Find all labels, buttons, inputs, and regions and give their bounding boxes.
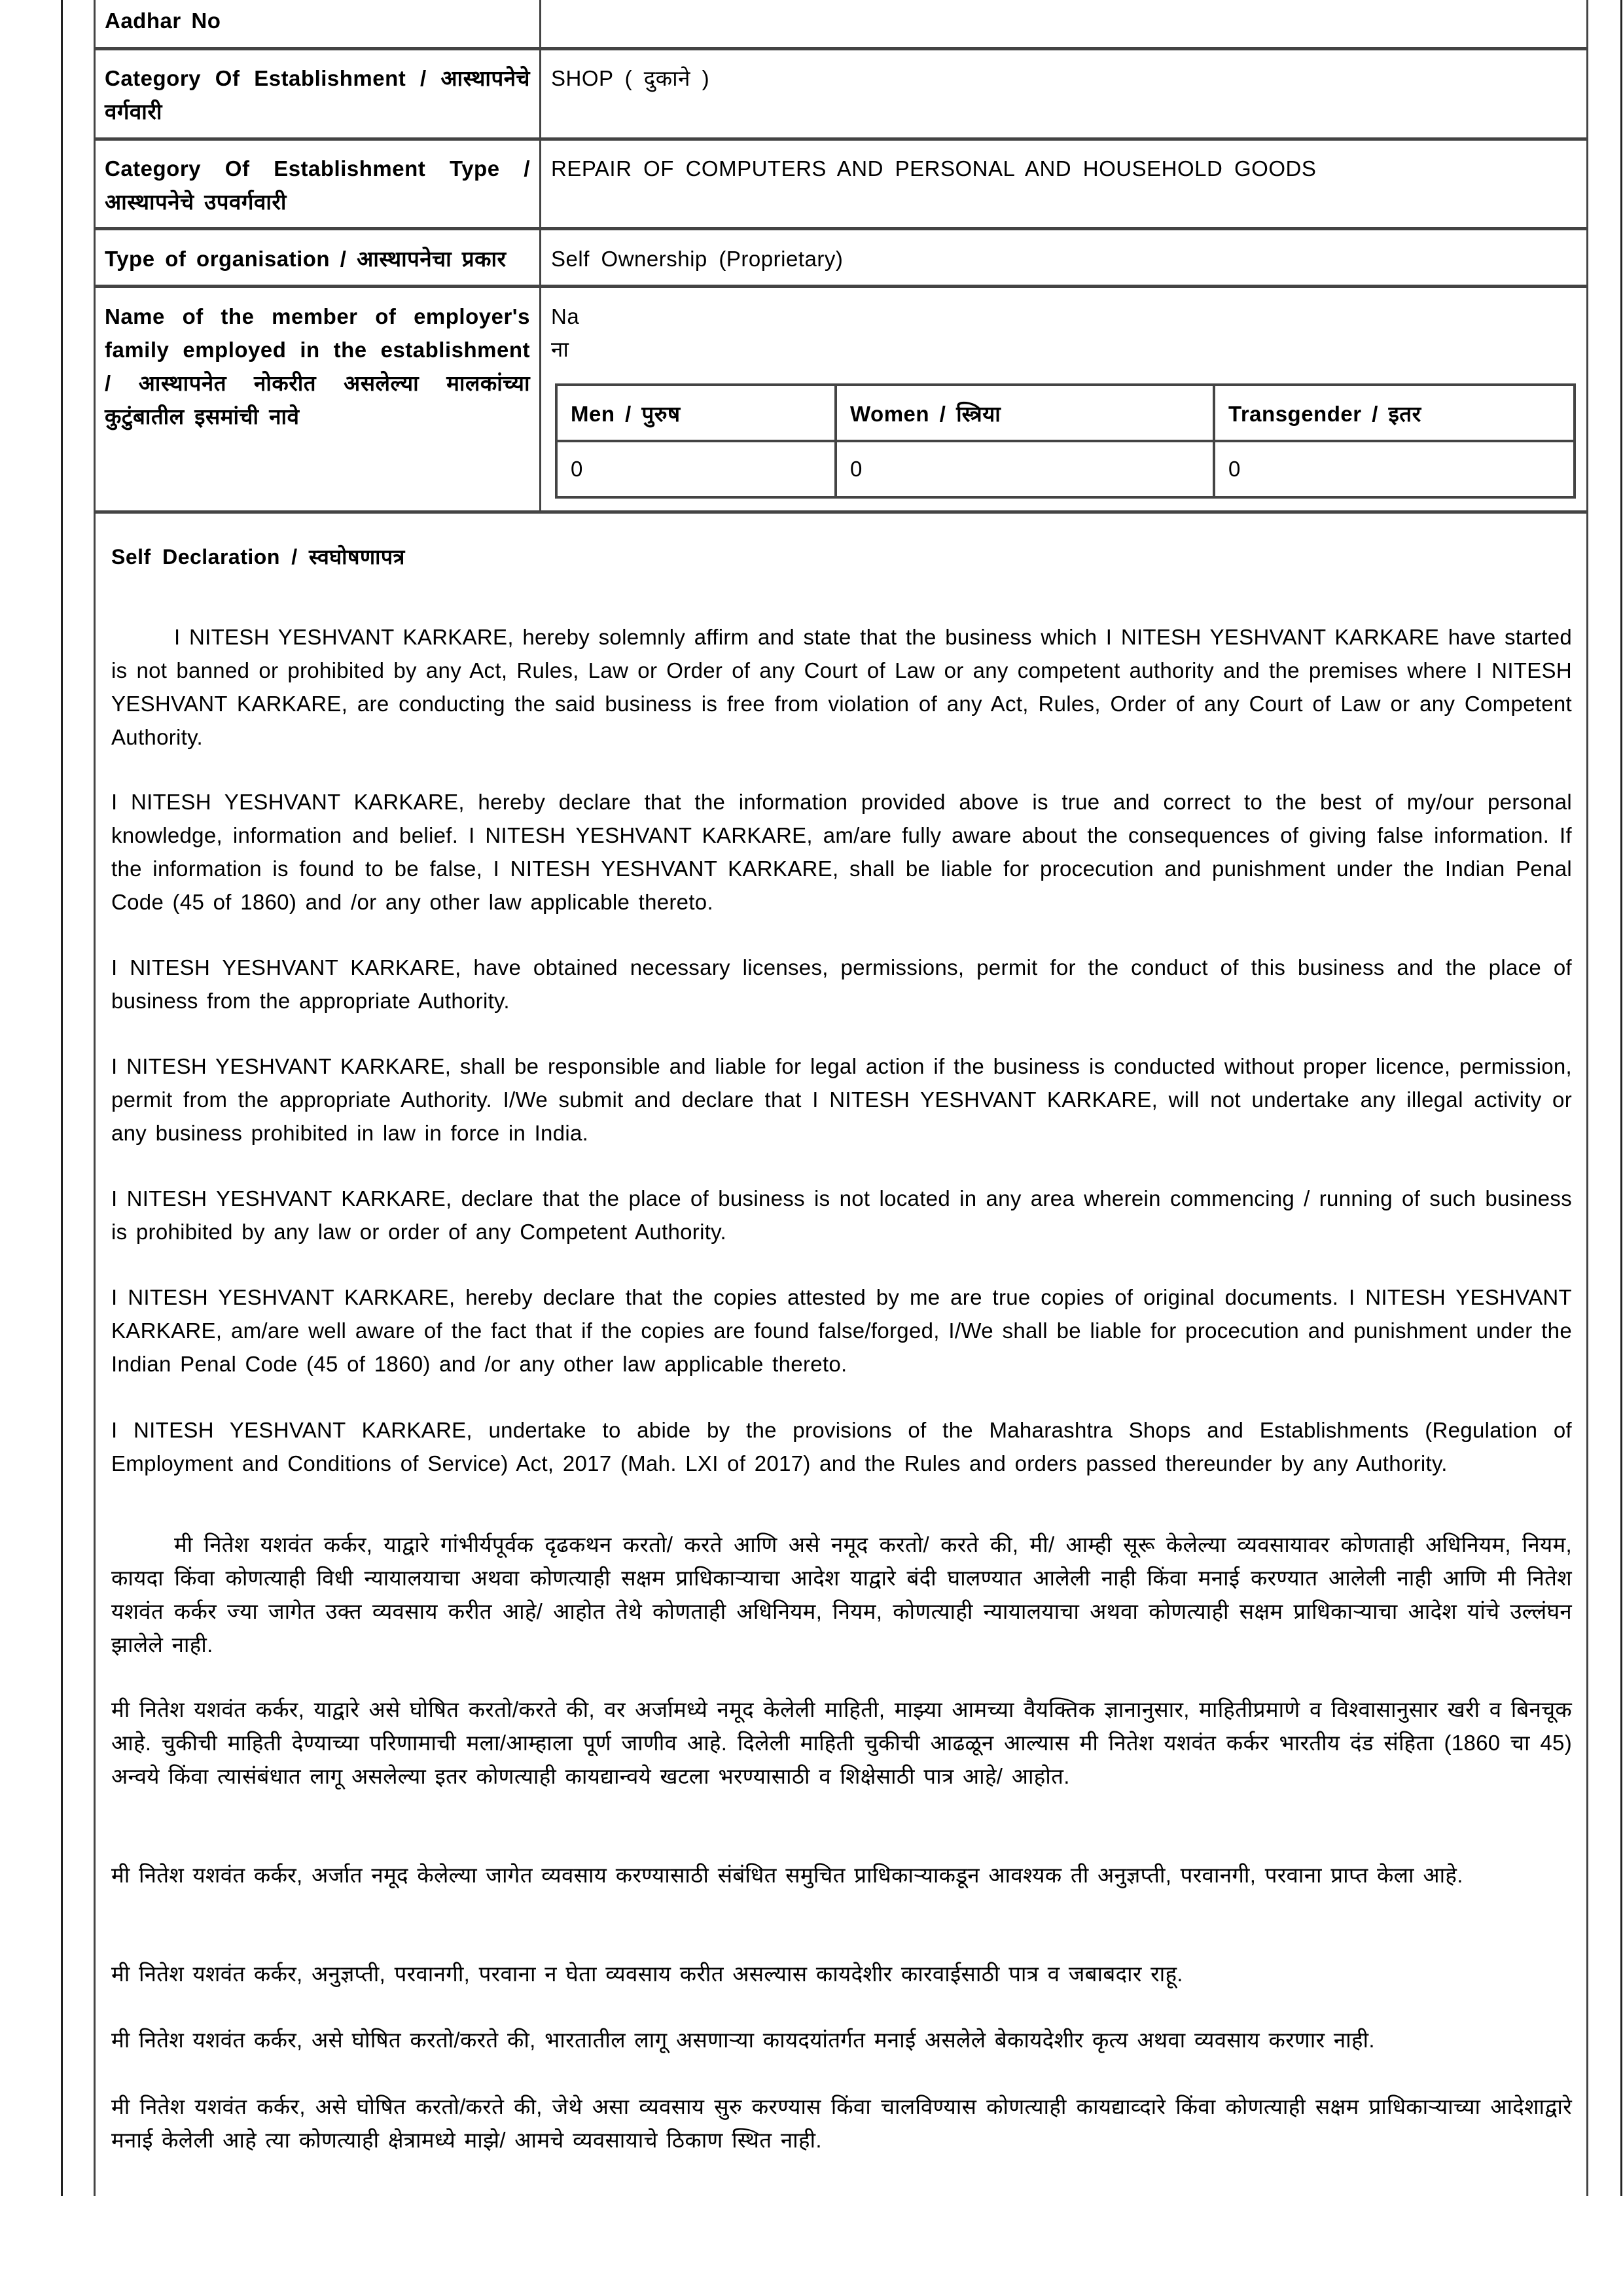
women-count: 0 bbox=[836, 441, 1214, 497]
declaration-paragraph-mr-4: मी नितेश यशवंत कर्कर, अनुज्ञप्ती, परवानगी, परवाना न घेता व्यवसाय करीत असल्यास कायदेशीर कारवाईसाठी पात्र व जबाबदार राहू. bbox=[111, 1962, 1183, 1986]
category-type-label: Category Of Establishment Type / आस्थापनेचे उपवर्गवारी bbox=[105, 156, 530, 214]
declaration-paragraph-mr-5: मी नितेश यशवंत कर्कर, असे घोषित करतो/करते की, भारतातील लागू असणाऱ्या कायदयांतर्गत मनाई असलेले बेकायदेशीर कृत्य अथवा व्यवसाय करणार नाही. bbox=[111, 2028, 1375, 2052]
declaration-paragraph-en-3: I NITESH YESHVANT KARKARE, have obtained necessary licenses, permissions, permit for the conduct of this business and the place of business from the appropriate Authority. bbox=[111, 955, 1572, 1013]
family-members-value-mr: ना bbox=[551, 337, 569, 361]
table-column-divider bbox=[539, 0, 541, 512]
page-outer-right-border bbox=[1620, 0, 1622, 2196]
organisation-type-label: Type of organisation / आस्थापनेचा प्रकार bbox=[105, 247, 507, 271]
table-left-border bbox=[94, 0, 96, 2196]
table-right-border bbox=[1586, 0, 1588, 2196]
men-count: 0 bbox=[556, 441, 836, 497]
row-divider bbox=[94, 47, 1588, 50]
declaration-paragraph-en-4: I NITESH YESHVANT KARKARE, shall be responsible and liable for legal action if the business is conducted without proper licence, permission, permit from the appropriate Authority. I/We submit and declare that I NITESH YESHVANT KARKARE, will not undertake any illegal activity or any business prohibited in law in force in India. bbox=[111, 1054, 1572, 1145]
family-counts-header-row bbox=[556, 385, 1575, 441]
declaration-paragraph-en-2: I NITESH YESHVANT KARKARE, hereby declare that the information provided above is true and correct to the best of my/our personal knowledge, information and belief. I NITESH YESHVANT KARKARE, am/are fully aware about the consequences of giving false information. If the information is found to be false, I NITESH YESHVANT KARKARE, shall be liable for procecution and punishment under the Indian Penal Code (45 of 1860) and /or any other law applicable thereto. bbox=[111, 790, 1572, 914]
declaration-paragraph-mr-3: मी नितेश यशवंत कर्कर, अर्जात नमूद केलेल्या जागेत व्यवसाय करण्यासाठी संबंधित समुचित प्राधिकाऱ्याकडून आवश्यक ती अनुज्ञप्ती, परवानगी, परवाना प्राप्त केला आहे. bbox=[111, 1863, 1463, 1887]
declaration-paragraph-en-1: I NITESH YESHVANT KARKARE, hereby solemnly affirm and state that the business which I NITESH YESHVANT KARKARE have started is not banned or prohibited by any Act, Rules, Law or Order of any Court of Law or any competent authority and the premises where I NITESH YESHVANT KARKARE, are conducting the said business is free from violation of any Act, Rules, Order of any Court of Law or any Competent Authority. bbox=[111, 625, 1572, 749]
self-declaration-title: Self Declaration / स्वघोषणापत्र bbox=[111, 545, 405, 569]
declaration-paragraph-mr-1: मी नितेश यशवंत कर्कर, याद्वारे गांभीर्यपूर्वक दृढकथन करतो/ करते आणि असे नमूद करतो/ करते की, मी/ आम्ही सूरू केलेल्या व्यवसायावर कोणताही अधिनियम, नियम, कायदा किंवा कोणत्याही विधी न्यायालयाचा अथवा कोणत्याही सक्षम प्राधिकाऱ्याचा आदेश याद्वारे बंदी घालण्यात आलेली नाही किंवा मनाई करण्यात आलेली नाही आणि मी नितेश यशवंत कर्कर ज्या जागेत उक्त व्यवसाय करीत आहे/ आहोत तेथे कोणताही अधिनियम, नियम, कोणत्याही न्यायालयाचा अथवा कोणत्याही सक्षम प्राधिकाऱ्याचा आदेश यांचे उल्लंघन झालेले नाही. bbox=[111, 1532, 1572, 1657]
row-divider bbox=[94, 510, 1588, 514]
organisation-type-value: Self Ownership (Proprietary) bbox=[551, 247, 844, 271]
aadhar-label: Aadhar No bbox=[105, 9, 221, 33]
declaration-paragraph-en-7: I NITESH YESHVANT KARKARE, undertake to abide by the provisions of the Maharashtra Shops and Establishments (Regulation of Employment and Conditions of Service) Act, 2017 (Mah. LXI of 2017) and the Rules and orders passed thereunder by any Authority. bbox=[111, 1418, 1572, 1475]
family-counts-table bbox=[555, 383, 1576, 499]
family-members-value-en: Na bbox=[551, 304, 580, 328]
row-divider bbox=[94, 285, 1588, 288]
family-counts-value-row bbox=[556, 441, 1575, 497]
transgender-header: Transgender / इतर bbox=[1214, 385, 1575, 441]
declaration-paragraph-mr-6: मी नितेश यशवंत कर्कर, असे घोषित करतो/करते की, जेथे असा व्यवसाय सुरु करण्यास किंवा चालविण्यास कोणत्याही कायद्याव्दारे किंवा कोणत्याही सक्षम प्राधिकाऱ्याच्या आदेशाद्वारे मनाई केलेली आहे त्या कोणत्याही क्षेत्रामध्ये माझे/ आमचे व्यवसायाचे ठिकाण स्थित नाही. bbox=[111, 2094, 1572, 2152]
category-value: SHOP ( दुकाने ) bbox=[551, 66, 710, 90]
row-divider bbox=[94, 227, 1588, 230]
transgender-count: 0 bbox=[1214, 441, 1575, 497]
page-outer-left-border bbox=[61, 0, 63, 2196]
declaration-paragraph-en-6: I NITESH YESHVANT KARKARE, hereby declare that the copies attested by me are true copies of original documents. I NITESH YESHVANT KARKARE, am/are well aware of the fact that if the copies are found false/forged, I/We shall be liable for procecution and punishment under the Indian Penal Code (45 of 1860) and /or any other law applicable thereto. bbox=[111, 1285, 1572, 1376]
women-header: Women / स्त्रिया bbox=[836, 385, 1214, 441]
row-divider bbox=[94, 137, 1588, 141]
category-type-value: REPAIR OF COMPUTERS AND PERSONAL AND HOUSEHOLD GOODS bbox=[551, 156, 1317, 181]
category-label: Category Of Establishment / आस्थापनेचे वर्गवारी bbox=[105, 66, 530, 124]
declaration-paragraph-mr-2: मी नितेश यशवंत कर्कर, याद्वारे असे घोषित करतो/करते की, वर अर्जामध्ये नमूद केलेली माहिती, माझ्या आमच्या वैयक्तिक ज्ञानानुसार, माहितीप्रमाणे व विश्वासानुसार खरी व बिनचूक आहे. चुकीची माहिती देण्याच्या परिणामाची मला/आम्हाला पूर्ण जाणीव आहे. दिलेली माहिती चुकीची आढळून आल्यास मी नितेश यशवंत कर्कर भारतीय दंड संहिता (1860 चा 45) अन्वये किंवा त्यासंबंधात लागू असलेल्या इतर कोणत्याही कायद्यान्वये खटला भरण्यासाठी व शिक्षेसाठी पात्र आहे/ आहोत. bbox=[111, 1697, 1572, 1788]
family-members-label: Name of the member of employer's family employed in the establishment / आस्थापनेत नोकरीत असलेल्या मालकांच्या कुटुंबातील इसमांची नावे bbox=[105, 304, 530, 429]
declaration-paragraph-en-5: I NITESH YESHVANT KARKARE, declare that the place of business is not located in any area wherein commencing / running of such business is prohibited by any law or order of any Competent Authority. bbox=[111, 1186, 1572, 1244]
men-header: Men / पुरुष bbox=[556, 385, 836, 441]
